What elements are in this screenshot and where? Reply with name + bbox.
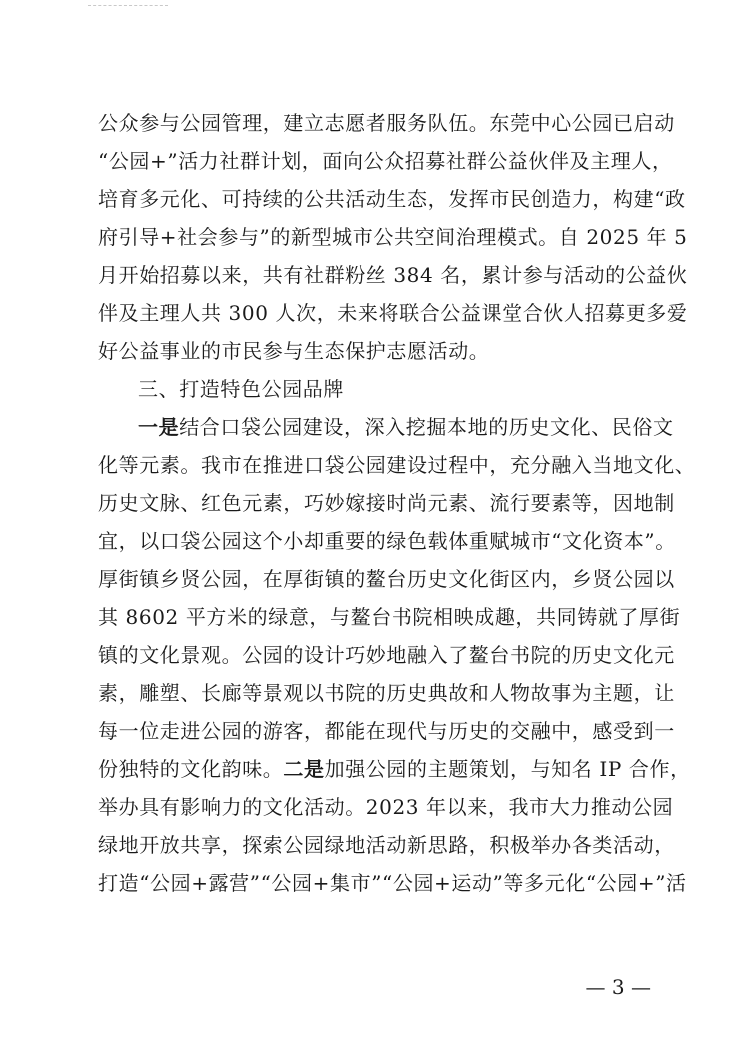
text-line: 宜，以口袋公园这个小却重要的绿色载体重赋城市“文化资本”。: [98, 529, 676, 553]
page-number: — 3 —: [585, 975, 651, 999]
text-line: 月开始招募以来，共有社群粉丝 384 名，累计参与活动的公益伙: [98, 263, 688, 287]
text-line: 其 8602 平方米的绿意，与鳌台书院相映成趣，共同铸就了厚街: [98, 605, 681, 629]
text-line: [98, 754, 691, 784]
text-line: 化等元素。我市在推进口袋公园建设过程中，充分融入当地文化、: [98, 453, 696, 477]
text-line: 历史文脉、红色元素，巧妙嫁接时尚元素、流行要素等，因地制: [98, 491, 675, 515]
emphasis-label: 一是: [138, 415, 180, 439]
text-line: 素，雕塑、长廊等景观以书院的历史典故和人物故事为主题，让: [98, 681, 675, 705]
text-line: 每一位走进公园的游客，都能在现代与历史的交融中，感受到一: [98, 719, 675, 743]
text-line: [98, 412, 674, 442]
text-run: 结合口袋公园建设，深入挖掘本地的历史文化、民俗文: [179, 415, 674, 439]
text-line: 公众参与公园管理，建立志愿者服务队伍。东莞中心公园已启动: [98, 111, 675, 135]
text-line: 打造“公园+露营”“公园+集市”“公园+运动”等多元化“公园+”活: [98, 871, 687, 895]
text-line: 镇的文化景观。公园的设计巧妙地融入了鳌台书院的历史文化元: [98, 643, 675, 667]
text-line: 好公益事业的市民参与生态保护志愿活动。: [98, 339, 490, 363]
text-line: 伴及主理人共 300 人次，未来将联合公益课堂合伙人招募更多爱: [98, 301, 688, 325]
text-line: 举办具有影响力的文化活动。2023 年以来，我市大力推动公园: [98, 795, 674, 819]
text-run: 份独特的文化韵味。: [98, 757, 284, 781]
text-run: 加强公园的主题策划，与知名 IP 合作，: [324, 757, 691, 781]
scan-artifact: [88, 0, 168, 6]
text-line: “公园+”活力社群计划，面向公众招募社群公益伙伴及主理人，: [98, 149, 673, 173]
section-heading: 三、打造特色公园品牌: [138, 377, 344, 401]
text-line: 绿地开放共享，探索公园绿地活动新思路，积极举办各类活动，: [98, 833, 675, 857]
text-line: 府引导+社会参与”的新型城市公共空间治理模式。自 2025 年 5: [98, 225, 688, 249]
emphasis-label: 二是: [283, 757, 325, 781]
text-line: 培育多元化、可持续的公共活动生态，发挥市民创造力，构建“政: [98, 187, 686, 211]
text-line: 厚街镇乡贤公园，在厚街镇的鳌台历史文化街区内，乡贤公园以: [98, 567, 675, 591]
